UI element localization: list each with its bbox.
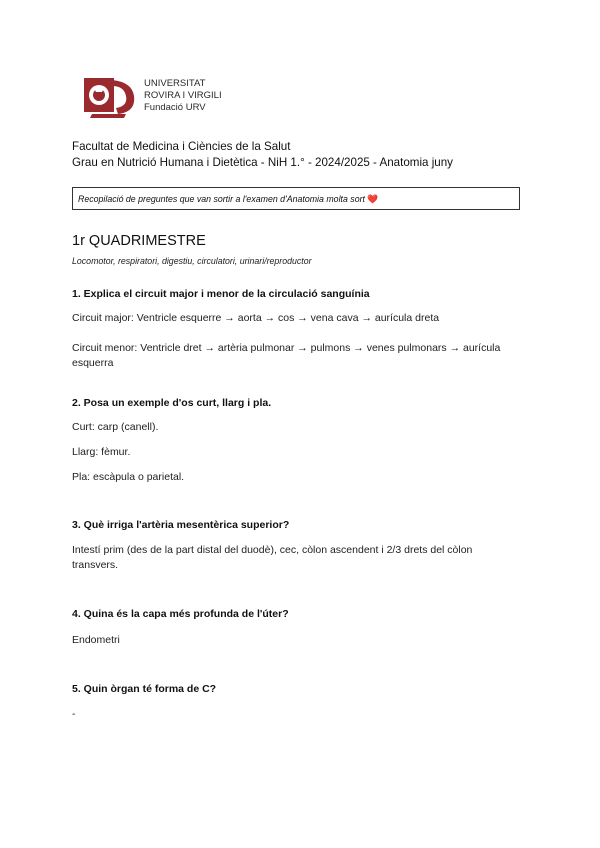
answer-3: Intestí prim (des de la part distal del duodè), cec, còlon ascendent i 2/3 drets del còlon transvers. <box>72 544 473 571</box>
answer-2c: Pla: escàpula o parietal. <box>72 471 185 483</box>
answer-1a: Circuit major: Ventricle esquerre → aorta → cos → vena cava → aurícula dreta <box>72 312 440 324</box>
question-3: 3. Què irriga l'artèria mesentèrica superior? <box>72 519 290 531</box>
answer-2b: Llarg: fèmur. <box>72 446 131 458</box>
note-text: Recopilació de preguntes que van sortir a l'examen d'Anatomia molta sort <box>78 194 365 204</box>
note-box <box>72 187 520 210</box>
heart-icon: ❤️ <box>367 194 379 204</box>
question-5: 5. Quin òrgan té forma de C? <box>72 683 217 695</box>
course-info: Grau en Nutrició Humana i Dietètica - NiH 1.° - 2024/2025 - Anatomia juny <box>72 156 453 169</box>
logo-line-2: ROVIRA I VIRGILI <box>144 90 222 101</box>
question-2: 2. Posa un exemple d'os curt, llarg i pla. <box>72 397 272 409</box>
answer-5: - <box>72 708 76 720</box>
logo-wordmark <box>144 78 222 114</box>
answer-2a: Curt: carp (canell). <box>72 421 159 433</box>
question-1: 1. Explica el circuit major i menor de la circulació sanguínia <box>72 288 370 300</box>
logo-line-1: UNIVERSITAT <box>144 78 206 89</box>
section-subtitle: Locomotor, respiratori, digestiu, circulatori, urinari/reproductor <box>72 256 312 266</box>
answer-1b: Circuit menor: Ventricle dret → artèria pulmonar → pulmons → venes pulmonars → aurícula esquerra <box>72 342 501 369</box>
university-logo <box>82 74 242 120</box>
section-title: 1r QUADRIMESTRE <box>72 233 206 249</box>
question-4: 4. Quina és la capa més profunda de l'úter? <box>72 608 289 620</box>
answer-4: Endometri <box>72 634 120 646</box>
urv-emblem-icon <box>82 74 140 120</box>
faculty-name: Facultat de Medicina i Ciències de la Salut <box>72 140 291 153</box>
logo-line-3: Fundació URV <box>144 102 206 113</box>
